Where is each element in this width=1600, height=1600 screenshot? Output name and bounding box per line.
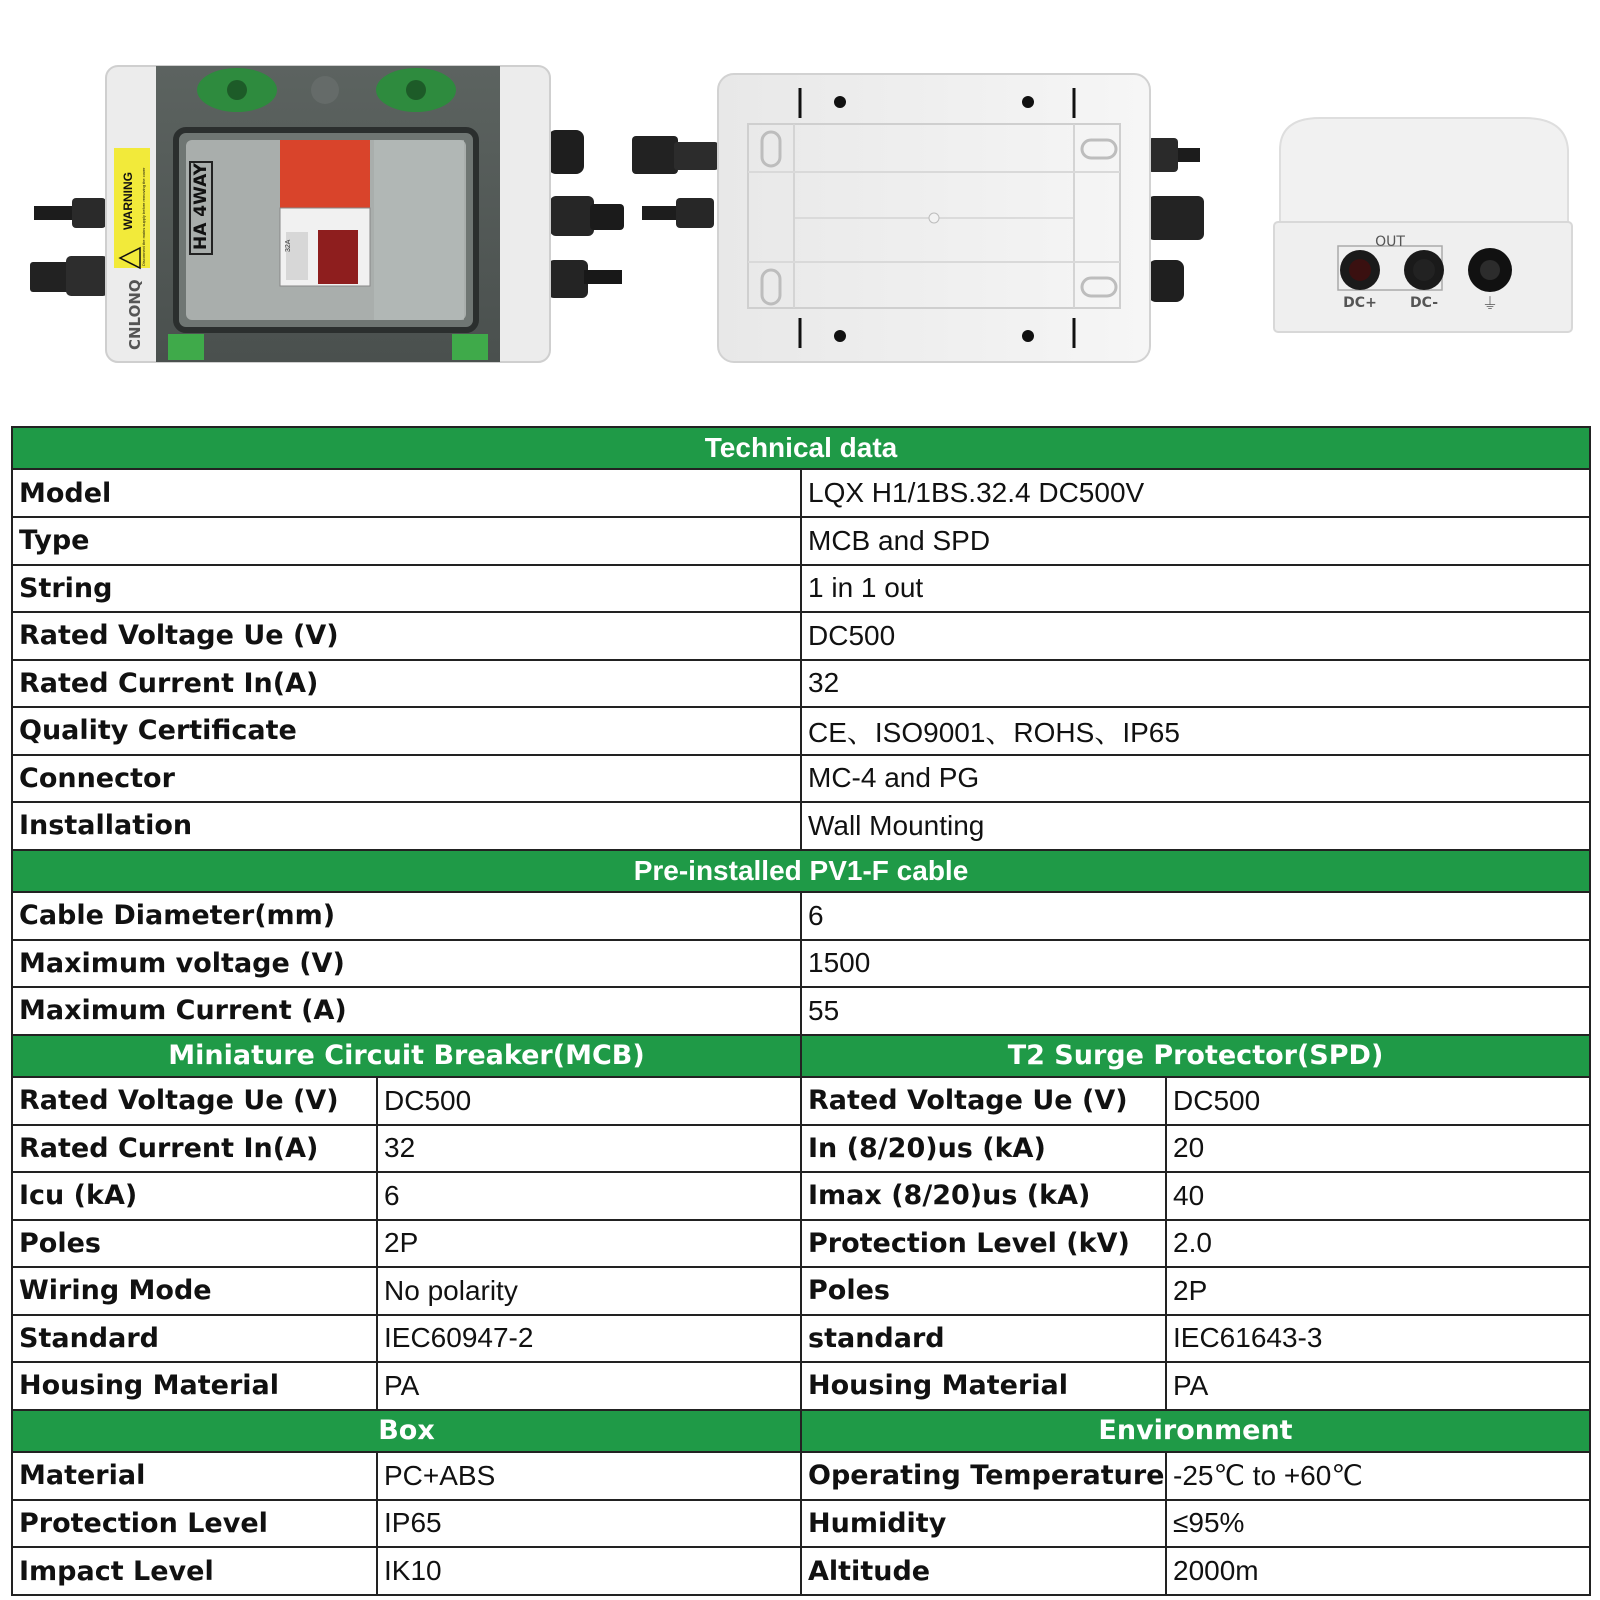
table-row (12, 707, 1590, 755)
mcb-value: PA (377, 1362, 801, 1410)
technical-data-header-row (12, 427, 1590, 469)
box-value: IP65 (377, 1500, 801, 1548)
product-images (0, 0, 1600, 400)
dc-plus-label: DC+ (1343, 295, 1377, 311)
spec-label: Type (12, 517, 801, 565)
spd-value: 2P (1166, 1267, 1590, 1315)
spd-header: T2 Surge Protector(SPD) (801, 1035, 1590, 1077)
spd-label: Rated Voltage Ue (V) (801, 1077, 1166, 1125)
spd-value: DC500 (1166, 1077, 1590, 1125)
dc-minus-label: DC- (1409, 295, 1439, 311)
table-row (12, 987, 1590, 1035)
way-label: HA 4WAY (191, 163, 211, 250)
mcb-label: Poles (12, 1220, 377, 1268)
box-label: Impact Level (12, 1547, 377, 1595)
spec-value: 1500 (801, 940, 1590, 988)
back-view-enclosure (632, 74, 1204, 362)
spec-label: Cable Diameter(mm) (12, 892, 801, 940)
brand-logo: CNLONQ (126, 279, 144, 350)
cable-header: Pre-installed PV1-F cable (12, 850, 1590, 892)
mcb-spd-header-row (12, 1035, 1590, 1077)
warning-text: Disconnect the mains supply before removing the cover (141, 167, 146, 266)
table-row (12, 1220, 1590, 1268)
box-header: Box (12, 1410, 801, 1452)
environment-value: 2000m (1166, 1547, 1590, 1595)
table-row (12, 1547, 1590, 1595)
environment-value: ≤95% (1166, 1500, 1590, 1548)
table-row (12, 517, 1590, 565)
environment-value: -25℃ to +60℃ (1166, 1452, 1590, 1500)
table-row (12, 1500, 1590, 1548)
spec-value: MCB and SPD (801, 517, 1590, 565)
box-value: PC+ABS (377, 1452, 801, 1500)
spd-label: Imax (8/20)us (kA) (801, 1172, 1166, 1220)
table-row (12, 1077, 1590, 1125)
mcb-label: Standard (12, 1315, 377, 1363)
mcb-label: Icu (kA) (12, 1172, 377, 1220)
spec-label: Model (12, 469, 801, 517)
spec-value: Wall Mounting (801, 802, 1590, 850)
spd-label: Poles (801, 1267, 1166, 1315)
mcb-value: 2P (377, 1220, 801, 1268)
front-view-enclosure (30, 66, 624, 362)
spec-label: Maximum Current (A) (12, 987, 801, 1035)
table-row (12, 1172, 1590, 1220)
spec-value: 55 (801, 987, 1590, 1035)
spec-label: Rated Current In(A) (12, 660, 801, 708)
spec-value: DC500 (801, 612, 1590, 660)
environment-label: Altitude (801, 1547, 1166, 1595)
spec-value: CE、ISO9001、ROHS、IP65 (801, 707, 1590, 755)
mcb-label: Rated Current In(A) (12, 1125, 377, 1173)
table-row (12, 755, 1590, 803)
table-row (12, 1315, 1590, 1363)
spec-label: String (12, 565, 801, 613)
spec-label: Quality Certificate (12, 707, 801, 755)
spec-label: Maximum voltage (V) (12, 940, 801, 988)
ground-icon: ⏚ (1481, 294, 1499, 313)
table-row (12, 1452, 1590, 1500)
mcb-label: Wiring Mode (12, 1267, 377, 1315)
spec-value: 32 (801, 660, 1590, 708)
mcb-value: No polarity (377, 1267, 801, 1315)
box-value: IK10 (377, 1547, 801, 1595)
table-row (12, 802, 1590, 850)
table-row (12, 660, 1590, 708)
mcb-value: IEC60947-2 (377, 1315, 801, 1363)
spd-value: 2.0 (1166, 1220, 1590, 1268)
mcb-value: 32 (377, 1125, 801, 1173)
environment-header: Environment (801, 1410, 1590, 1452)
out-label: OUT (1375, 234, 1405, 250)
environment-label: Humidity (801, 1500, 1166, 1548)
table-row (12, 612, 1590, 660)
box-label: Material (12, 1452, 377, 1500)
mcb-label: Rated Voltage Ue (V) (12, 1077, 377, 1125)
spec-value: LQX H1/1BS.32.4 DC500V (801, 469, 1590, 517)
right-glands (548, 130, 624, 298)
bottom-latch-right (452, 334, 488, 360)
box-label: Protection Level (12, 1500, 377, 1548)
table-row (12, 1125, 1590, 1173)
spd-label: standard (801, 1315, 1166, 1363)
table-row (12, 892, 1590, 940)
spec-label: Installation (12, 802, 801, 850)
side-view-enclosure (1274, 118, 1572, 332)
spd-value: 20 (1166, 1125, 1590, 1173)
mcb-value: 6 (377, 1172, 801, 1220)
spd-value: PA (1166, 1362, 1590, 1410)
mcb-handle (318, 230, 358, 284)
table-row (12, 940, 1590, 988)
spec-value: MC-4 and PG (801, 755, 1590, 803)
spec-value: 1 in 1 out (801, 565, 1590, 613)
table-row (12, 565, 1590, 613)
spec-label: Connector (12, 755, 801, 803)
spec-value: 6 (801, 892, 1590, 940)
spec-label: Rated Voltage Ue (V) (12, 612, 801, 660)
table-row (12, 469, 1590, 517)
breaker-rating: 32A (285, 239, 292, 252)
spd-label: In (8/20)us (kA) (801, 1125, 1166, 1173)
table-row (12, 1362, 1590, 1410)
cable-header-row (12, 850, 1590, 892)
spd-value: IEC61643-3 (1166, 1315, 1590, 1363)
warning-title: WARNING (121, 172, 135, 230)
spd-label: Protection Level (kV) (801, 1220, 1166, 1268)
left-mc4-connectors (30, 198, 108, 296)
mcb-label: Housing Material (12, 1362, 377, 1410)
mcb-header: Miniature Circuit Breaker(MCB) (12, 1035, 801, 1077)
spd-module (280, 140, 370, 208)
spec-table (11, 426, 1591, 1596)
mcb-value: DC500 (377, 1077, 801, 1125)
spd-value: 40 (1166, 1172, 1590, 1220)
technical-data-header: Technical data (12, 427, 1590, 469)
table-row (12, 1267, 1590, 1315)
box-env-header-row (12, 1410, 1590, 1452)
bottom-latch-left (168, 334, 204, 360)
spd-label: Housing Material (801, 1362, 1166, 1410)
environment-label: Operating Temperature (801, 1452, 1166, 1500)
